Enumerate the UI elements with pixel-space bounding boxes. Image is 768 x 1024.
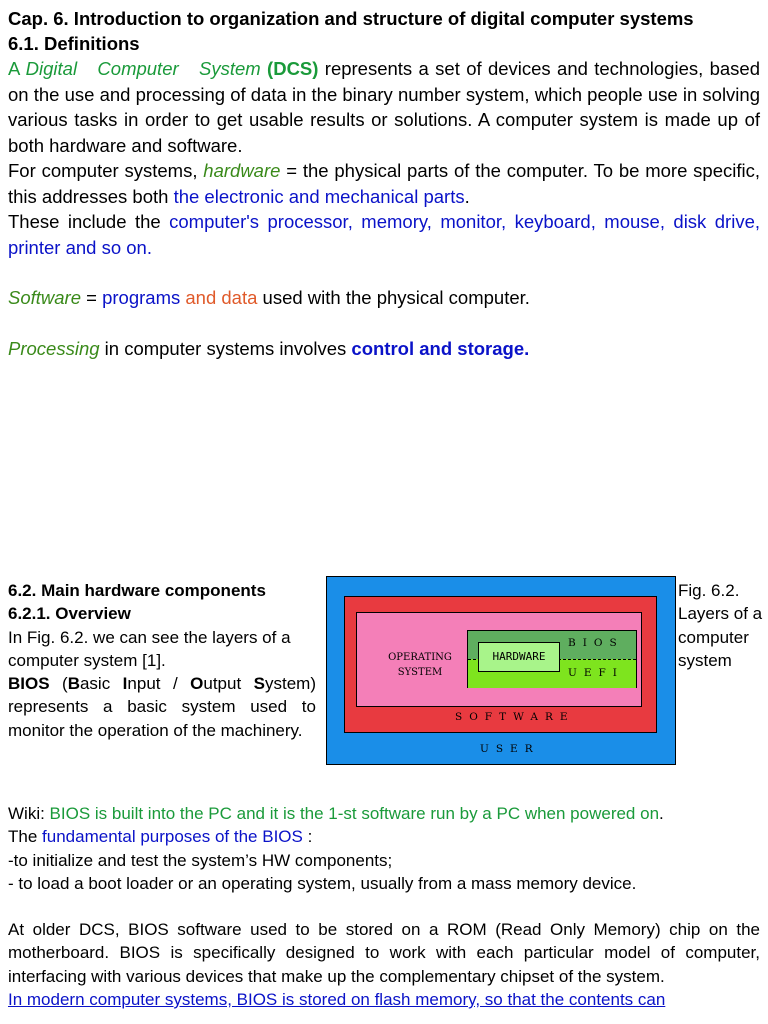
term-programs: programs <box>102 287 181 308</box>
paragraph-software <box>8 285 760 311</box>
software-layer <box>344 596 657 733</box>
letter: O <box>190 674 204 694</box>
section-title-definitions: 6.1. Definitions <box>8 33 140 54</box>
term-processing: Processing <box>8 337 100 359</box>
term-software: Software <box>8 287 82 308</box>
components-list: computer's processor, memory, monitor, keyboard, mouse, disk drive, printer and so on <box>8 211 761 258</box>
user-label: USER <box>480 743 540 755</box>
paragraph-wiki <box>8 802 760 825</box>
text: For computer systems, <box>8 160 204 181</box>
text: ystem) <box>265 674 316 694</box>
text: These include the <box>8 211 170 232</box>
os-label-line2: SYSTEM <box>397 667 443 678</box>
text: . <box>146 236 152 258</box>
text: ( <box>49 674 68 694</box>
term-dcs-abbr: (DCS) <box>267 58 319 79</box>
paragraph-components <box>8 209 760 260</box>
document-body <box>8 6 760 361</box>
term-control-storage: control and storage. <box>351 337 530 359</box>
software-label: SOFTWARE <box>455 711 575 723</box>
term-dcs: Digital Computer System <box>25 58 261 79</box>
paragraph-older-dcs: At older DCS, BIOS software used to be stored on a ROM (Read Only Memory) chip on the motherboard. BIOS is specifically designed to work with each particular model of computer, interfacing with various devices that make up the complementary chipset of the system. <box>8 920 760 986</box>
text: = the physical parts of the computer. To be more specific, this addresses both <box>8 160 761 207</box>
text-a: A <box>8 58 26 79</box>
term-hardware: hardware <box>203 160 281 181</box>
section-title-hardware: 6.2. Main hardware components <box>8 581 266 600</box>
text: . <box>464 185 470 207</box>
text: used with the physical computer. <box>257 287 530 308</box>
figure-caption: Fig. 6.2. Layers of a computer system <box>678 581 763 670</box>
text: : <box>302 827 313 847</box>
letter: B <box>67 674 80 694</box>
bios-label: BIOS <box>568 637 624 649</box>
layers-figure <box>326 576 676 765</box>
paragraph-fig-intro: In Fig. 6.2. we can see the layers of a computer system [1]. <box>8 627 291 670</box>
paragraph-bios <box>8 672 316 742</box>
term-and-data: and data <box>180 287 258 308</box>
purpose-item-2: - to load a boot loader or an operating system, usually from a mass memory device. <box>8 873 637 893</box>
text: = <box>81 287 103 308</box>
paragraph-dcs <box>8 56 760 158</box>
text: nput / <box>127 674 191 694</box>
os-label-line1: OPERATING <box>388 652 452 663</box>
os-label <box>381 650 459 680</box>
term-bios: BIOS <box>8 674 50 694</box>
uefi-label: UEFI <box>568 667 624 679</box>
text: . <box>659 804 664 823</box>
text: Wiki: <box>8 804 50 823</box>
paragraph-processing <box>8 336 760 362</box>
text: asic <box>79 674 123 694</box>
paragraph-hardware <box>8 158 760 209</box>
paragraph-purposes <box>8 825 760 848</box>
text: utput <box>203 674 254 694</box>
letter: I <box>122 674 128 694</box>
purpose-item-1: -to initialize and test the system’s HW components; <box>8 850 393 870</box>
chapter-title: Cap. 6. Introduction to organization and structure of digital computer systems <box>8 8 694 29</box>
operating-system-layer <box>356 612 642 707</box>
section-bios-details <box>8 802 760 1011</box>
hardware-block: HARDWARE <box>478 642 560 672</box>
letter: S <box>253 674 265 694</box>
text: The <box>8 827 43 847</box>
bios-layer <box>467 630 637 688</box>
subsection-title-overview: 6.2.1. Overview <box>8 604 131 624</box>
term-parts: the electronic and mechanical parts <box>173 185 465 207</box>
text-dcs-rest: represents a set of devices and technologies, based on the use and processing of data in the binary number system, which people use in solving various tasks in order to get usable results or solutions. A computer system is made up of both hardware and software. <box>8 58 761 156</box>
section-hardware-components <box>8 579 316 742</box>
wiki-quote: BIOS is built into the PC and it is the 1-st software run by a PC when powered on <box>49 804 660 823</box>
paragraph-modern: In modern computer systems, BIOS is stored on flash memory, so that the contents can <box>8 990 666 1010</box>
term-fundamental-purposes: fundamental purposes of the BIOS <box>42 827 303 847</box>
text: represents a basic system used to monitor the operation of the machinery. <box>8 697 316 740</box>
text: in computer systems involves <box>99 337 352 359</box>
